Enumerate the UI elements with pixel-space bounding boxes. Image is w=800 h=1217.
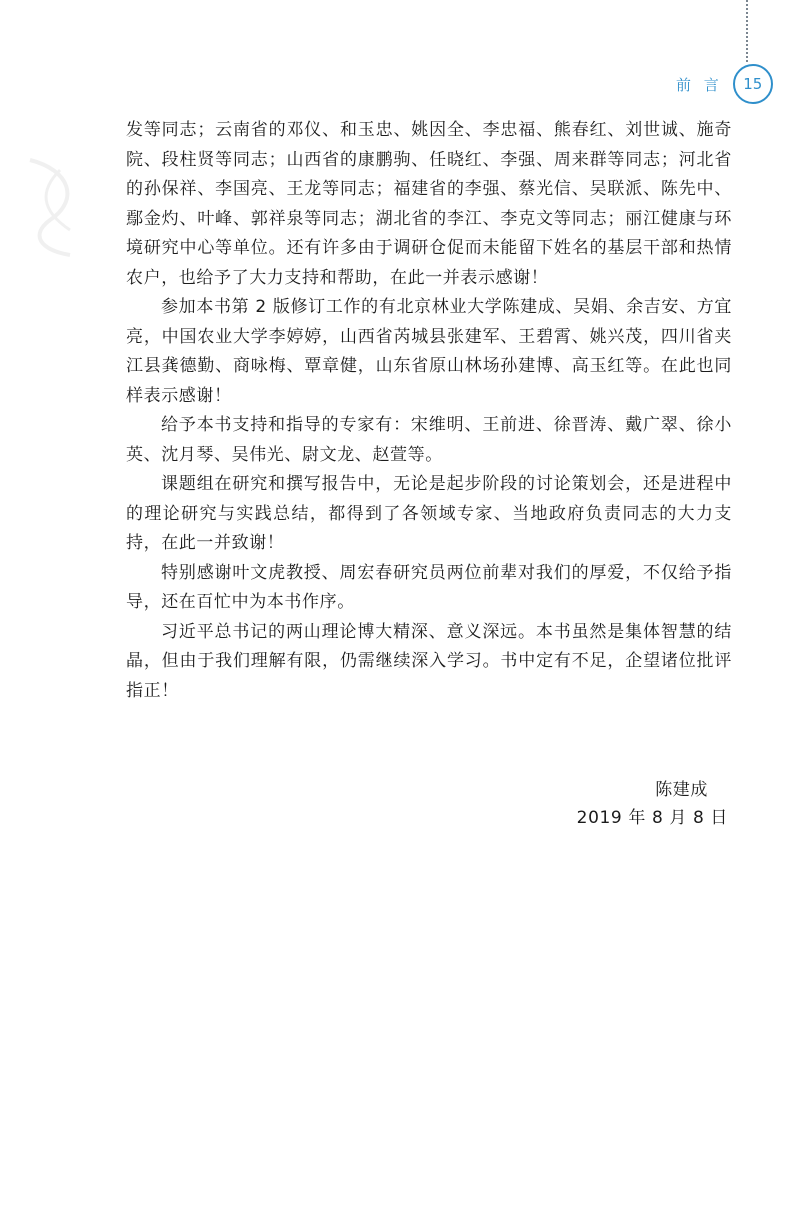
paragraph: 参加本书第 2 版修订工作的有北京林业大学陈建成、吴娟、余吉安、方宜亮，中国农业大学李婷婷，山西省芮城县张建军、王碧霄、姚兴茂，四川省夹江县龚德勤、商咏梅、覃章健，山东省原山林场孙建博、高玉红等。在此也同样表示感谢！ (126, 297, 732, 406)
page-header (676, 64, 773, 104)
signature-date: 2019 年 8 月 8 日 (576, 808, 728, 828)
paragraph: 给予本书支持和指导的专家有：宋维明、王前进、徐晋涛、戴广翠、徐小英、沈月琴、吴伟光、尉文龙、赵萱等。 (126, 415, 732, 465)
section-title: 前 言 (676, 75, 723, 94)
dotted-rule (746, 0, 748, 62)
paragraph: 习近平总书记的两山理论博大精深、意义深远。本书虽然是集体智慧的结晶，但由于我们理解有限，仍需继续深入学习。书中定有不足，企望诸位批评指正！ (126, 621, 732, 701)
paragraph-continued: 发等同志；云南省的邓仪、和玉忠、姚因全、李忠福、熊春红、刘世诚、施奇院、段柱贤等同志；山西省的康鹏驹、任晓红、李强、周来群等同志；河北省的孙保祥、李国亮、王龙等同志；福建省的李强、蔡光信、吴联派、陈先中、鄢金灼、叶峰、郭祥泉等同志；湖北省的李江、李克文等同志；丽江健康与环境研究中心等单位。还有许多由于调研仓促而未能留下姓名的基层干部和热情农户，也给予了大力支持和帮助，在此一并表示感谢！ (126, 120, 732, 288)
page-number-badge: 15 (733, 64, 773, 104)
paragraph: 课题组在研究和撰写报告中，无论是起步阶段的讨论策划会，还是进程中的理论研究与实践总结，都得到了各领域专家、当地政府负责同志的大力支持，在此一并致谢！ (126, 474, 732, 553)
signature-name: 陈建成 (655, 780, 708, 800)
paragraph: 特别感谢叶文虎教授、周宏春研究员两位前辈对我们的厚爱，不仅给予指导，还在百忙中为本书作序。 (126, 562, 732, 612)
watermark-ornament-icon (10, 150, 100, 260)
body-text (126, 116, 732, 706)
